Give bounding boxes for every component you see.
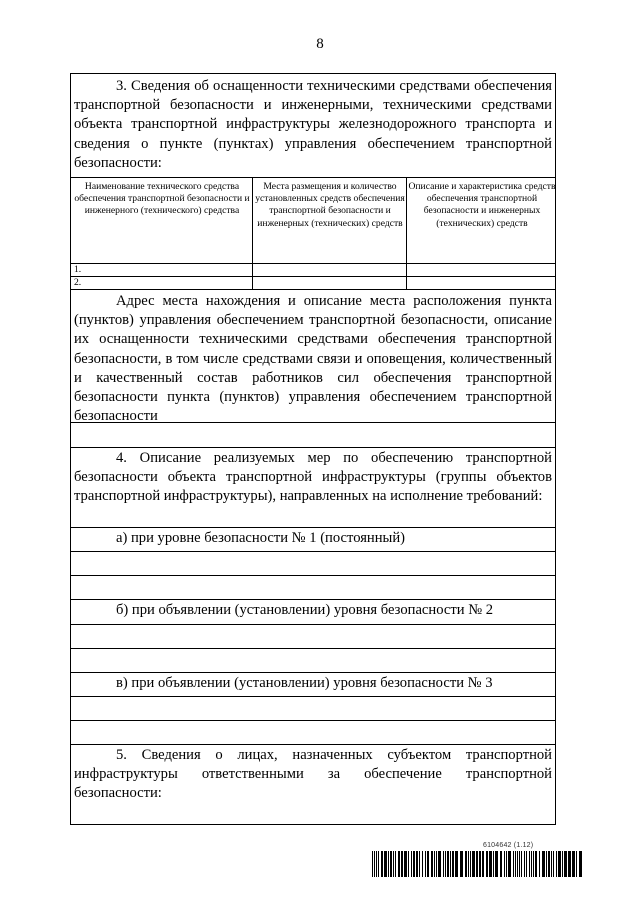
section-4-text xyxy=(74,449,552,507)
table-column-divider xyxy=(252,177,253,289)
divider xyxy=(71,575,555,576)
security-level-1-label xyxy=(74,529,552,548)
divider xyxy=(71,696,555,697)
section-5-body: Сведения о лицах, назначенных субъектом транспортной инфраструктуры ответственными за обеспечение транспортной безопасности: xyxy=(74,747,552,802)
form-frame xyxy=(70,73,556,825)
divider xyxy=(71,263,555,264)
security-level-3-label xyxy=(74,674,552,693)
divider xyxy=(71,624,555,625)
divider xyxy=(71,177,555,178)
security-level-3-text: в) при объявлении (установлении) уровня безопасности № 3 xyxy=(116,675,493,691)
divider xyxy=(71,276,555,277)
section-3-body: Сведения об оснащенности техническими средствами обеспечения транспортной безопасности и инженерными, техническими средствами объекта транспортной инфраструктуры железнодорожного транспорта и сведения о пункте (пунктах) управления обеспечением транспортной безопасности: xyxy=(74,78,552,171)
barcode-label: 6104642 (1.12) xyxy=(483,842,534,849)
section-3-number: 3. xyxy=(116,78,127,94)
section-3-text xyxy=(74,77,552,173)
divider xyxy=(71,289,555,290)
divider xyxy=(71,527,555,528)
divider xyxy=(71,648,555,649)
divider xyxy=(71,551,555,552)
divider xyxy=(71,720,555,721)
section-4-body: Описание реализуемых мер по обеспечению транспортной безопасности объекта транспортной инфраструктуры (группы объектов транспортной инфраструктуры), направленных на исполнение требований: xyxy=(74,450,552,505)
divider xyxy=(71,422,555,423)
security-level-1-text: а) при уровне безопасности № 1 (постоянный) xyxy=(116,530,406,546)
table-header-cell: Описание и характеристика средств обеспечения транспортной безопасности и инженерных (технических) средств xyxy=(408,181,556,229)
security-level-2-label xyxy=(74,601,552,620)
section-4-number: 4. xyxy=(116,450,127,466)
barcode-image xyxy=(372,851,582,877)
page-number: 8 xyxy=(316,36,324,52)
table-header-cell: Места размещения и количество установленных средств обеспечения транспортной безопасности и инженерных (технических) средств xyxy=(255,181,405,229)
table-row-number: 2. xyxy=(74,277,82,288)
security-level-2-text: б) при объявлении (установлении) уровня безопасности № 2 xyxy=(116,602,494,618)
table-column-divider xyxy=(406,177,407,289)
address-paragraph xyxy=(74,292,552,426)
section-5-text xyxy=(74,746,552,804)
address-paragraph-body: Адрес места нахождения и описание места расположения пункта (пунктов) управления обеспечением транспортной безопасности, описание их оснащенности техническими средствами обеспечения транспортной безопасности, в том числе средствами связи и оповещения, количественный и качественный состав работников сил обеспечения транспортной безопасности пункта (пунктов) управления обеспечением транспортной безопасности xyxy=(74,293,552,425)
divider xyxy=(71,599,555,600)
divider xyxy=(71,744,555,745)
section-5-number: 5. xyxy=(116,747,127,763)
table-header-cell: Наименование технического средства обеспечения транспортной безопасности и инженерного (технического) средства xyxy=(74,181,250,217)
table-row-number: 1. xyxy=(74,264,82,275)
divider xyxy=(71,672,555,673)
divider xyxy=(71,447,555,448)
